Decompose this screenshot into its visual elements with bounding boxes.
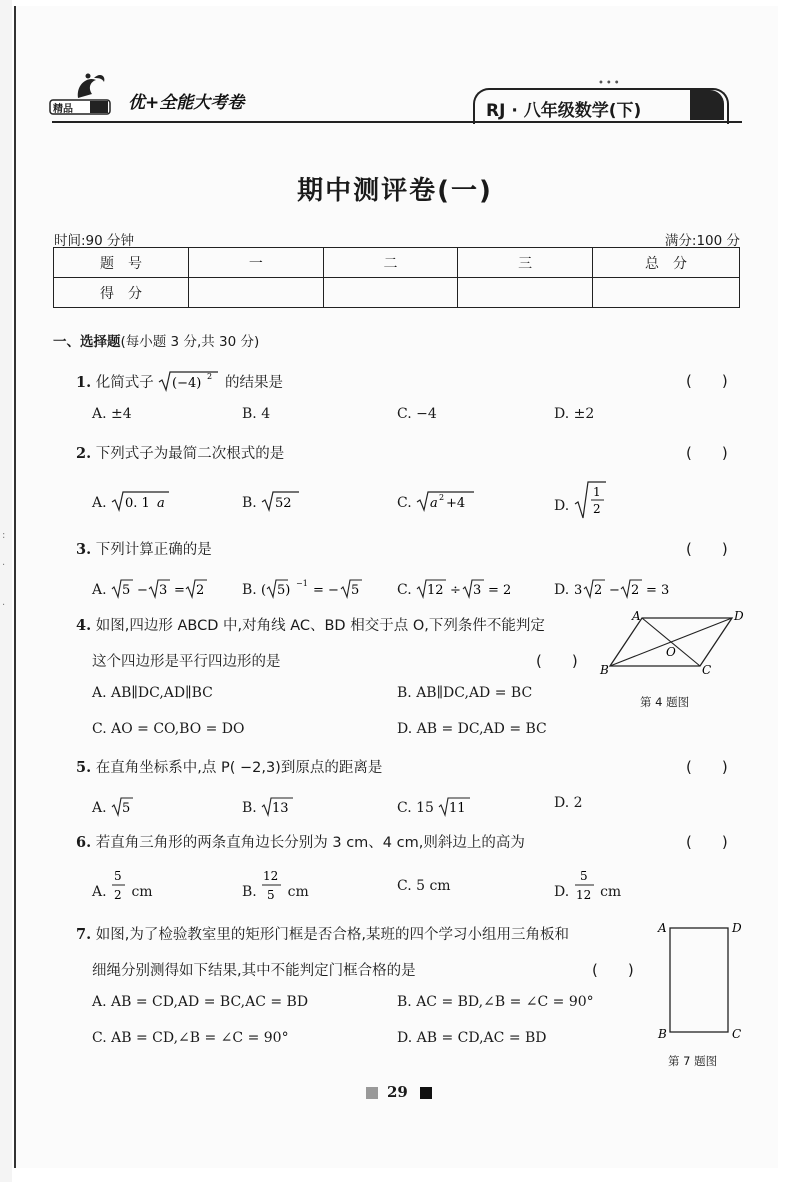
score-table [53,247,740,308]
binding-mark: · [2,560,6,571]
header-rule [52,121,742,123]
option-a[interactable]: A. ±4 [92,406,132,422]
svg-text:5: 5 [122,801,131,816]
exam-title: 期中测评卷(一) [297,176,493,206]
question-text: 如图,四边形 ABCD 中,对角线 AC、BD 相交于点 O,下列条件不能判定 [95,618,545,634]
table-column-header: 二 [323,248,458,278]
svg-text:2: 2 [439,493,445,502]
option-d[interactable]: D. AB = DC,AD = BC [397,721,547,737]
svg-text:0. 1: 0. 1 [125,496,150,511]
option-a[interactable] [92,490,171,512]
svg-text:5: 5 [579,869,588,883]
option-letter: C. [397,495,412,511]
option-c[interactable]: C. −4 [397,406,437,422]
svg-text:12: 12 [427,583,444,598]
vertex-label: O [666,645,676,659]
question-number: 1. [76,374,92,391]
table-column-header: 三 [458,248,593,278]
option-b[interactable]: B. 4 [242,406,271,422]
question-text: 下列式子为最简二次根式的是 [95,446,285,462]
question-text: 化简式子 [95,375,154,391]
svg-text:= 3: = 3 [645,583,669,598]
option-d[interactable] [554,577,684,599]
svg-text:÷: ÷ [450,583,462,598]
option-d[interactable] [554,480,608,520]
option-b[interactable] [242,795,297,817]
option-letter: C. 15 [397,800,434,816]
option-d[interactable]: D. 2 [554,795,583,811]
question-number: 5. [76,759,92,776]
page-marker-right [420,1087,432,1099]
math-expression [111,577,223,599]
score-cell[interactable] [189,278,324,308]
section-note: (每小题 3 分,共 30 分) [120,334,260,350]
option-letter: A. [92,800,107,816]
svg-text:3: 3 [573,583,582,598]
option-letter: B. [242,884,257,900]
option-b[interactable] [242,866,309,904]
svg-text:3: 3 [159,583,168,598]
svg-text:13: 13 [272,801,289,816]
svg-text:2: 2 [114,888,122,902]
option-c[interactable] [397,577,528,599]
question-6 [76,831,525,852]
option-c[interactable]: C. 5 cm [397,878,451,894]
svg-text:3: 3 [473,583,482,598]
math-sqrt-expression [438,795,474,817]
table-row-header: 得 分 [54,278,189,308]
page-marker-left [366,1087,378,1099]
option-d[interactable]: D. AB = CD,AC = BD [397,1030,547,1046]
option-a[interactable] [92,866,153,904]
svg-text:+4: +4 [446,496,466,511]
math-sqrt-fraction [574,480,608,520]
option-letter: D. [554,582,570,598]
vertex-label: D [732,921,742,935]
option-letter: D. [554,884,570,900]
math-sqrt-expression [111,490,171,512]
page-number: 29 [387,1083,408,1101]
parallelogram-figure [596,606,746,682]
math-sqrt-expression [111,795,137,817]
score-cell[interactable] [323,278,458,308]
question-number: 4. [76,617,92,634]
option-letter: A. [92,884,107,900]
question-4-line2: 这个四边形是平行四边形的是 [92,654,281,670]
vertex-label: D [734,609,744,623]
question-number: 2. [76,445,92,462]
table-column-header: 总 分 [593,248,740,278]
svg-text:= 2: = 2 [488,583,512,598]
math-sqrt-expression [416,490,476,512]
table-row [54,278,740,308]
svg-text:a: a [157,496,165,511]
svg-text:2: 2 [196,583,205,598]
option-a[interactable]: A. AB∥DC,AD∥BC [92,685,213,701]
svg-text:−: − [608,583,620,598]
course-name: RJ · 八年级数学(下) [486,101,642,121]
unit: cm [287,884,309,900]
option-b[interactable] [242,577,381,599]
option-letter: B. [242,495,257,511]
option-c[interactable]: C. AB = CD,∠B = ∠C = 90° [92,1030,289,1046]
math-sqrt-expression [261,795,297,817]
question-text: 若直角三角形的两条直角边长分别为 3 cm、4 cm,则斜边上的高为 [95,835,525,851]
svg-text:5: 5 [122,583,131,598]
vertex-label: C [732,1027,742,1041]
option-letter: A. [92,495,107,511]
option-c[interactable] [397,795,474,817]
svg-text:=: = [174,583,185,598]
logo-badge-text: 精品 [53,104,73,115]
question-4 [76,614,545,635]
option-b[interactable]: B. AB∥DC,AD = BC [397,685,533,701]
math-expression [261,577,381,599]
svg-text:52: 52 [275,496,292,511]
answer-bracket[interactable]: ( ) [686,758,728,776]
option-d[interactable]: D. ±2 [554,406,595,422]
rectangle-figure [654,916,744,1042]
answer-bracket[interactable]: ( ) [686,833,728,851]
logo-title: 优+全能大考卷 [128,93,245,113]
option-a[interactable]: A. AB = CD,AD = BC,AC = BD [92,994,309,1010]
option-d[interactable] [554,866,621,904]
table-column-header: 一 [189,248,324,278]
svg-text:12: 12 [575,888,591,902]
math-fraction [111,866,127,904]
option-letter: D. [554,498,570,514]
question-number: 7. [76,926,92,943]
option-b[interactable] [242,490,301,512]
score-cell[interactable] [593,278,740,308]
svg-text:−: − [137,583,148,598]
question-7-line2: 细绳分别测得如下结果,其中不能判定门框合格的是 [92,963,416,979]
full-score: 满分:100 分 [664,233,740,249]
time-limit: 时间:90 分钟 [54,233,135,249]
question-number: 3. [76,541,92,558]
svg-text:12: 12 [263,869,279,883]
unit: cm [131,884,153,900]
question-1 [76,370,283,392]
math-sqrt-expression [261,490,301,512]
svg-text:(: ( [261,583,267,598]
answer-bracket[interactable]: ( ) [686,372,728,390]
math-sqrt-expression [158,370,220,392]
binding-mark: : [2,530,6,541]
binding-mark: · [2,600,6,611]
svg-text:−1: −1 [296,579,308,588]
score-cell[interactable] [458,278,593,308]
svg-text:(−4): (−4) [172,376,202,391]
option-b[interactable]: B. AC = BD,∠B = ∠C = 90° [397,994,594,1010]
option-a[interactable] [92,577,223,599]
vertex-label: B [658,1027,667,1041]
question-number: 6. [76,834,92,851]
vertex-label: A [632,609,641,623]
answer-bracket[interactable]: ( ) [686,444,728,462]
question-5 [76,756,382,777]
question-2 [76,442,284,463]
svg-text:1: 1 [592,485,601,499]
question-3 [76,538,212,559]
math-fraction [574,866,596,904]
svg-text:5: 5 [351,583,360,598]
section-label: 一、选择题 [53,334,121,350]
table-row-header: 题 号 [54,248,189,278]
svg-text:2: 2 [630,583,639,598]
section-heading [53,330,259,350]
option-letter: A. [92,582,107,598]
svg-text:2: 2 [207,372,213,381]
table-row [54,248,740,278]
svg-text:a: a [430,496,438,511]
decor-dots: ••• [598,78,622,89]
svg-text:5: 5 [267,888,275,902]
svg-text:5: 5 [114,869,122,883]
question-text: 如图,为了检验教室里的矩形门框是否合格,某班的四个学习小组用三角板和 [95,927,569,943]
svg-text:2: 2 [593,583,602,598]
math-expression [574,577,684,599]
option-a[interactable] [92,795,137,817]
answer-bracket[interactable]: ( ) [686,540,728,558]
svg-text:11: 11 [449,801,466,816]
option-letter: C. [397,582,412,598]
question-text: 在直角坐标系中,点 P( −2,3)到原点的距离是 [95,760,383,776]
course-tab [690,90,724,120]
option-letter: B. [242,582,257,598]
svg-text:5): 5) [277,583,291,598]
unit: cm [600,884,622,900]
vertex-label: B [600,663,609,677]
vertex-label: A [658,921,667,935]
option-c[interactable] [397,490,476,512]
svg-text:2: 2 [592,502,601,516]
figure-caption: 第 7 题图 [668,1054,718,1068]
answer-bracket[interactable]: ( ) [592,961,634,979]
question-7 [76,923,569,944]
math-fraction [261,866,283,904]
vertex-label: C [702,663,712,677]
svg-text:= −: = − [313,583,340,598]
question-text: 的结果是 [224,375,283,391]
question-text: 下列计算正确的是 [95,542,212,558]
figure-caption: 第 4 题图 [640,695,690,709]
option-letter: B. [242,800,257,816]
math-expression [416,577,528,599]
answer-bracket[interactable]: ( ) [536,652,578,670]
option-c[interactable]: C. AO = CO,BO = DO [92,721,245,737]
